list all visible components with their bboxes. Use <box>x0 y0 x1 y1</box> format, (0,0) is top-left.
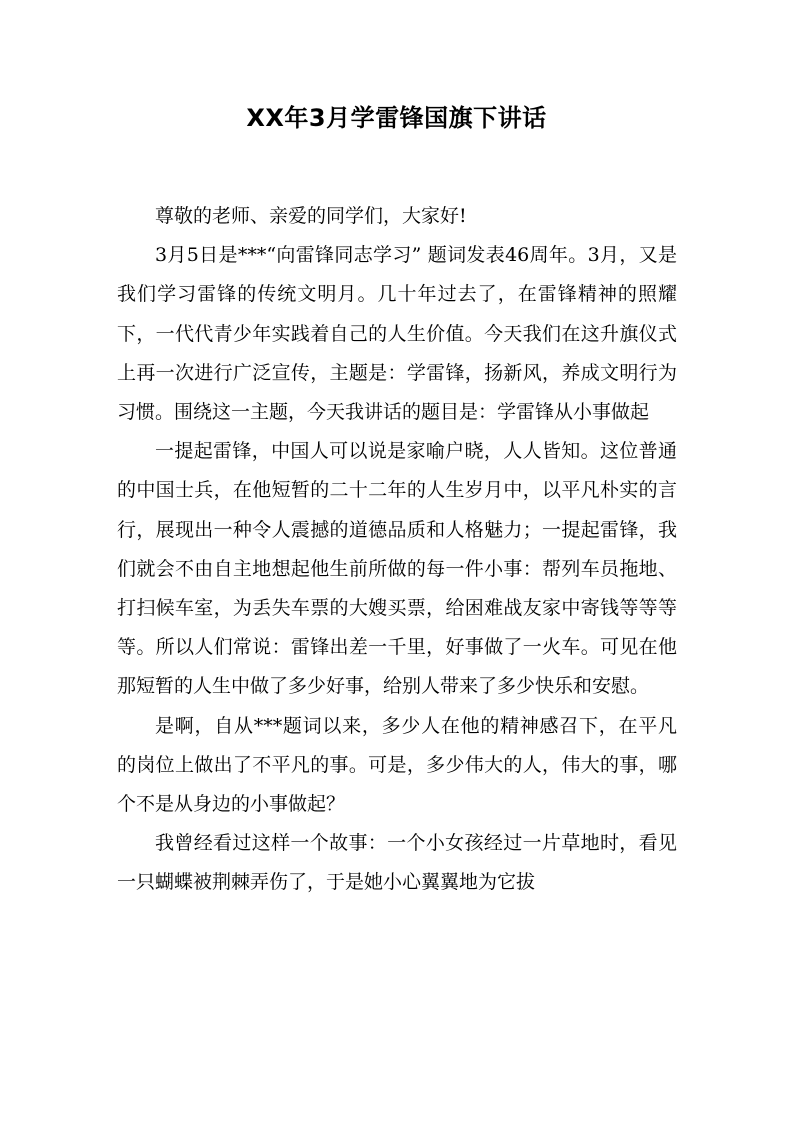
greeting-paragraph: 尊敬的老师、亲爱的同学们，大家好! <box>155 205 467 227</box>
body-paragraph: 是啊，自从***题词以来，多少人在他的精神感召下，在平凡的岗位上做出了不平凡的事。可是，多少伟大的人，伟大的事，哪个不是从身边的小事做起？ <box>117 714 677 816</box>
body-paragraph: 我曾经看过这样一个故事：一个小女孩经过一片草地时，看见一只蝴蝶被荆棘弄伤了，于是她小心翼翼地为它拔 <box>117 832 677 894</box>
body-paragraph: 一提起雷锋，中国人可以说是家喻户晓，人人皆知。这位普通的中国士兵，在他短暂的二十二年的人生岁月中，以平凡朴实的言行，展现出一种令人震撼的道德品质和人格魅力；一提起雷锋，我们就会不由自主地想起他生前所做的每一件小事：帮列车员拖地、打扫候车室，为丢失车票的大嫂买票，给困难战友家中寄钱等等等等。所以人们常说：雷锋出差一千里，好事做了一火车。可见在他那短暂的人生中做了多少好事，给别人带来了多少快乐和安慰。 <box>117 440 677 698</box>
body-paragraph: 3月5日是***“向雷锋同志学习” 题词发表46周年。3月，又是我们学习雷锋的传统文明月。几十年过去了，在雷锋精神的照耀下，一代代青少年实践着自己的人生价值。今天我们在这升旗仪式上再一次进行广泛宣传，主题是：学雷锋，扬新风，养成文明行为习惯。围绕这一主题，今天我讲话的题目是：学雷锋从小事做起 <box>117 244 677 424</box>
document-title: XX年3月学雷锋国旗下讲话 <box>246 104 547 132</box>
document-body <box>117 197 677 903</box>
